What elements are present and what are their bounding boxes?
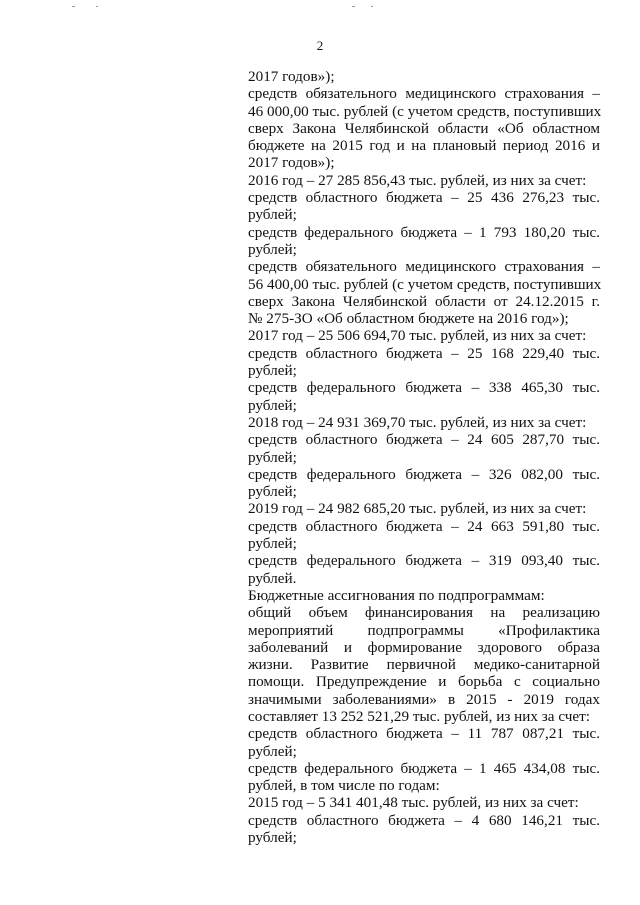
text-line: 2017 годов»); <box>248 68 335 85</box>
text-line: средств обязательного медицинского страхования – <box>248 85 600 103</box>
text-line: № 275-ЗО «Об областном бюджете на 2016 год»); <box>248 310 569 328</box>
text-line: бюджете на 2015 год и на плановый период 2016 и <box>248 137 600 155</box>
text-line: средств областного бюджета – 25 168 229,40 тыс. <box>248 344 600 362</box>
body-text <box>248 68 600 846</box>
text-line: Бюджетные ассигнования по подпрограммам: <box>248 586 545 604</box>
text-line: 46 000,00 тыс. рублей (с учетом средств, поступивших <box>248 102 602 120</box>
text-line: помощи. Предупреждение и борьба с социально <box>248 673 600 691</box>
text-line: рублей; <box>248 535 297 553</box>
text-line: средств федерального бюджета – 1 793 180,20 тыс. <box>248 223 600 241</box>
text-line: рублей; <box>248 240 297 258</box>
text-line: средств федерального бюджета – 1 465 434,08 тыс. <box>248 759 600 777</box>
text-line: жизни. Развитие первичной медико-санитарной <box>248 656 600 674</box>
scan-artifact <box>352 6 355 7</box>
text-line: 2015 год – 5 341 401,48 тыс. рублей, из них за счет: <box>248 794 579 812</box>
text-line: значимыми заболеваниями» в 2015 - 2019 годах <box>248 690 600 708</box>
text-line: рублей; <box>248 396 297 414</box>
text-line: заболеваний и формирование здорового образа <box>248 638 600 656</box>
text-line: рублей. <box>248 569 297 587</box>
text-line: 2016 год – 27 285 856,43 тыс. рублей, из них за счет: <box>248 171 587 189</box>
text-line: рублей; <box>248 742 297 760</box>
text-line: рублей; <box>248 362 297 380</box>
text-line: 2017 годов»); <box>248 154 335 172</box>
text-line: средств федерального бюджета – 326 082,00 тыс. <box>248 465 600 483</box>
scan-artifact <box>72 6 75 7</box>
text-line: средств областного бюджета – 4 680 146,21 тыс. <box>248 811 600 829</box>
text-line: рублей; <box>248 206 297 224</box>
text-line: средств областного бюджета – 11 787 087,21 тыс. <box>248 725 600 743</box>
text-line: общий объем финансирования на реализацию <box>248 604 600 622</box>
text-line: сверх Закона Челябинской области «Об областном <box>248 119 600 137</box>
text-line: 2019 год – 24 982 685,20 тыс. рублей, из них за счет: <box>248 500 587 518</box>
scan-artifact <box>96 6 98 7</box>
text-line: 2017 год – 25 506 694,70 тыс. рублей, из них за счет: <box>248 327 587 345</box>
text-line: средств федерального бюджета – 338 465,30 тыс. <box>248 379 600 397</box>
text-line: средств областного бюджета – 25 436 276,23 тыс. <box>248 189 600 207</box>
page-number: 2 <box>316 38 324 53</box>
text-line: рублей; <box>248 483 297 501</box>
text-line: сверх Закона Челябинской области от 24.12.2015 г. <box>248 292 600 310</box>
text-line: рублей; <box>248 829 297 847</box>
text-line: 2018 год – 24 931 369,70 тыс. рублей, из них за счет: <box>248 413 587 431</box>
text-line: средств федерального бюджета – 319 093,40 тыс. <box>248 552 600 570</box>
scan-artifact <box>371 6 373 7</box>
text-line: 56 400,00 тыс. рублей (с учетом средств, поступивших <box>248 275 602 293</box>
text-line: средств областного бюджета – 24 663 591,80 тыс. <box>248 517 600 535</box>
text-line: рублей; <box>248 448 297 466</box>
text-line: рублей, в том числе по годам: <box>248 777 440 795</box>
text-line: средств обязательного медицинского страхования – <box>248 258 600 276</box>
text-line: мероприятий подпрограммы «Профилактика <box>248 621 600 639</box>
text-line: составляет 13 252 521,29 тыс. рублей, из них за счет: <box>248 707 590 725</box>
text-line: средств областного бюджета – 24 605 287,70 тыс. <box>248 431 600 449</box>
